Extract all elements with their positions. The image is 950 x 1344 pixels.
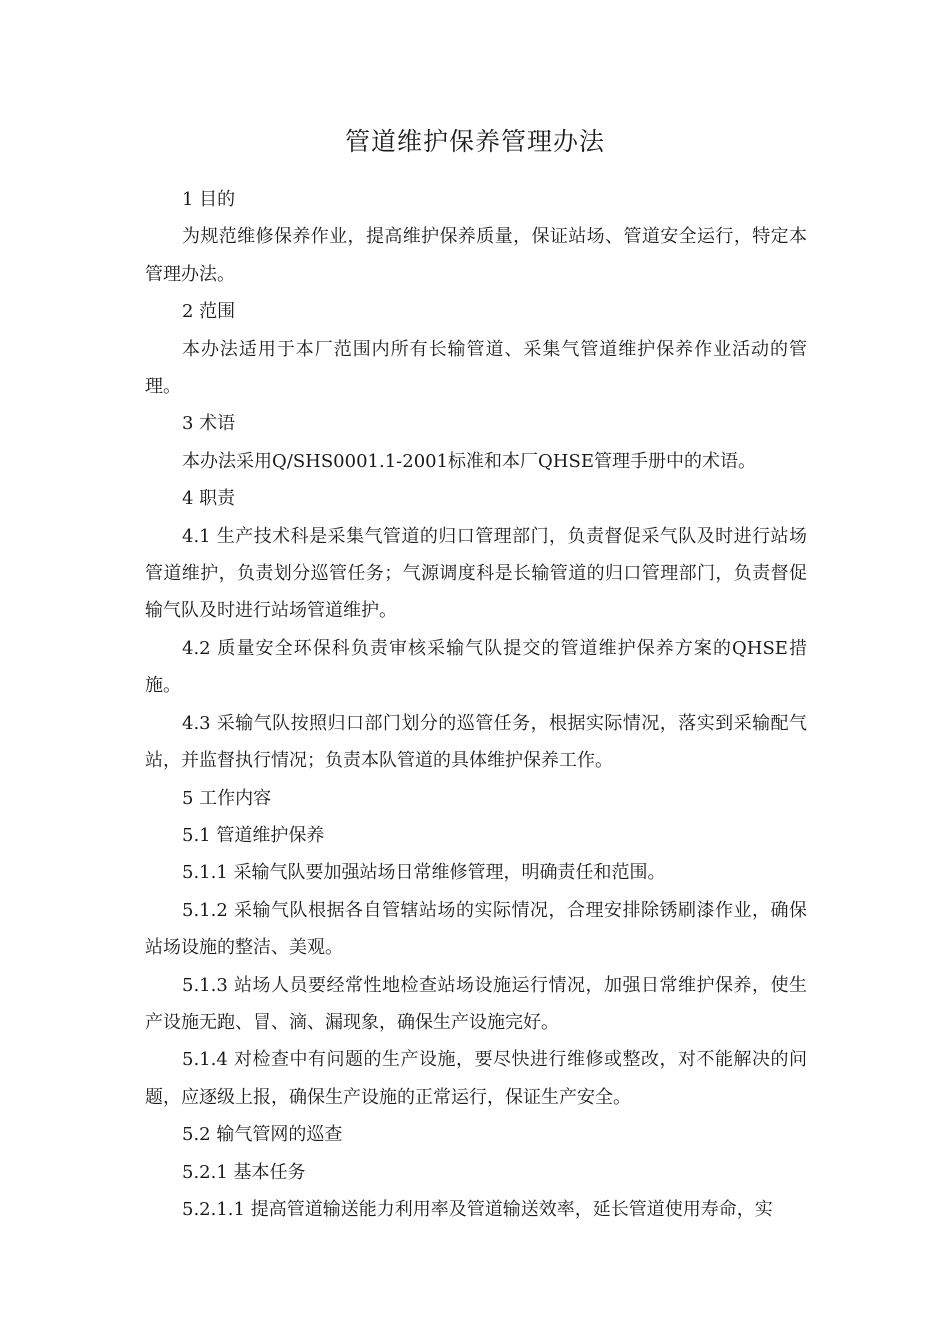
paragraph-4-3: 4.3 采输气队按照归口部门划分的巡管任务，根据实际情况，落实到采输配气站，并监督执行情况；负责本队管道的具体维护保养工作。 [145,712,807,772]
paragraph-scope: 本办法适用于本厂范围内所有长输管道、采集气管道维护保养作业活动的管理。 [145,338,807,398]
section-heading-scope: 2 范围 [182,301,236,323]
paragraph-4-1: 4.1 生产技术科是采集气管道的归口管理部门，负责督促采气队及时进行站场管道维护，负责划分巡管任务；气源调度科是长输管道的归口管理部门，负责督促输气队及时进行站场管道维护。 [145,525,807,622]
subsection-heading-5-1: 5.1 管道维护保养 [182,824,325,846]
section-heading-terms: 3 术语 [182,413,236,435]
section-heading-work-content: 5 工作内容 [182,787,272,809]
document-body [145,181,807,1228]
paragraph-5-1-4: 5.1.4 对检查中有问题的生产设施，要尽快进行维修或整改，对不能解决的问题，应逐级上报，确保生产设施的正常运行，保证生产安全。 [145,1049,807,1108]
section-heading-purpose: 1 目的 [182,189,236,210]
subsection-heading-5-2-1: 5.2.1 基本任务 [182,1161,306,1183]
paragraph-terms: 本办法采用Q/SHS0001.1-2001标准和本厂QHSE管理手册中的术语。 [182,450,756,472]
paragraph-5-1-2: 5.1.2 采输气队根据各自管辖站场的实际情况，合理安排除锈刷漆作业，确保站场设施的整洁、美观。 [145,899,807,959]
subsection-heading-5-2: 5.2 输气管网的巡查 [182,1124,343,1146]
paragraph-4-2: 4.2 质量安全环保科负责审核采输气队提交的管道维护保养方案的QHSE措施。 [145,637,807,697]
section-heading-responsibilities: 4 职责 [182,488,236,510]
paragraph-5-1-3: 5.1.3 站场人员要经常性地检查站场设施运行情况，加强日常维护保养，使生产设施无跑、冒、滴、漏现象，确保生产设施完好。 [145,974,807,1033]
document-title: 管道维护保养管理办法 [344,126,605,156]
paragraph-purpose: 为规范维修保养作业，提高维护保养质量，保证站场、管道安全运行，特定本管理办法。 [145,226,807,285]
paragraph-5-2-1-1: 5.2.1.1 提高管道输送能力利用率及管道输送效率，延长管道使用寿命，实 [182,1198,773,1220]
paragraph-5-1-1: 5.1.1 采输气队要加强站场日常维修管理，明确责任和范围。 [182,862,666,884]
